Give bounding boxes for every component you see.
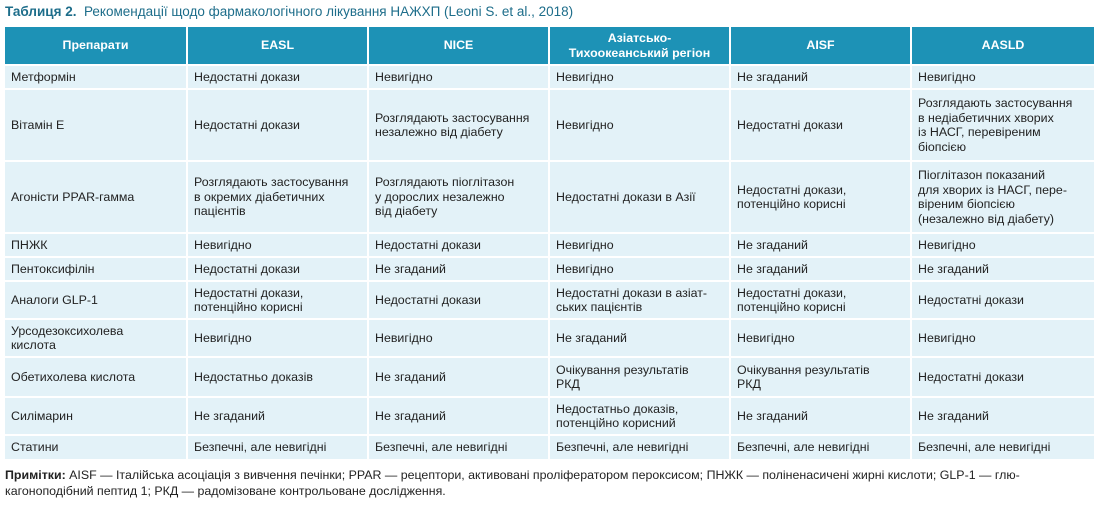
- table-cell: Очікування результатів РКД: [730, 357, 911, 397]
- drug-name-cell: ПНЖК: [5, 233, 187, 257]
- table-cell: Розглядають застосування в окремих діабетичних пацієнтів: [187, 161, 368, 233]
- column-header: EASL: [187, 27, 368, 65]
- table-cell: Невигідно: [187, 319, 368, 357]
- table-body: [5, 65, 1094, 459]
- table-row: [5, 233, 1094, 257]
- table-cell: Не згаданий: [730, 233, 911, 257]
- table-cell: Безпечні, але невигідні: [187, 435, 368, 459]
- table-cell: Невигідно: [549, 65, 730, 89]
- table-cell: Недостатні докази: [911, 281, 1094, 319]
- notes-label: Примітки:: [5, 468, 66, 482]
- table-cell: Недостатньо доказів: [187, 357, 368, 397]
- table-cell: Недостатні докази: [187, 89, 368, 161]
- table-cell: Недостатні докази, потенційно корисні: [730, 161, 911, 233]
- table-cell: Невигідно: [549, 233, 730, 257]
- table-cell: Недостатні докази: [368, 233, 549, 257]
- table-cell: Недостатні докази в Азії: [549, 161, 730, 233]
- table-cell: Безпечні, але невигідні: [730, 435, 911, 459]
- table-cell: Безпечні, але невигідні: [549, 435, 730, 459]
- table-cell: Розглядають застосування незалежно від діабету: [368, 89, 549, 161]
- table-cell: Безпечні, але невигідні: [368, 435, 549, 459]
- table-cell: Очікування результатів РКД: [549, 357, 730, 397]
- table-cell: Не згаданий: [549, 319, 730, 357]
- table-cell: Невигідно: [187, 233, 368, 257]
- column-header: Азіатсько- Тихоокеанський регіон: [549, 27, 730, 65]
- table-cell: Недостатньо доказів, потенційно корисний: [549, 397, 730, 435]
- column-header: Препарати: [5, 27, 187, 65]
- header-row: [5, 27, 1094, 65]
- table-cell: Невигідно: [368, 319, 549, 357]
- table-cell: Не згаданий: [187, 397, 368, 435]
- table-cell: Не згаданий: [730, 65, 911, 89]
- table-cell: Не згаданий: [911, 397, 1094, 435]
- drug-name-cell: Обетихолева кислота: [5, 357, 187, 397]
- drug-name-cell: Аналоги GLP-1: [5, 281, 187, 319]
- table-cell: Розглядають піоглітазон у дорослих незалежно від діабету: [368, 161, 549, 233]
- table-row: [5, 257, 1094, 281]
- table-header: [5, 27, 1094, 65]
- drug-name-cell: Статини: [5, 435, 187, 459]
- table-cell: Не згаданий: [730, 397, 911, 435]
- table-cell: Недостатні докази: [911, 357, 1094, 397]
- table-cell: Невигідно: [911, 65, 1094, 89]
- table-row: [5, 161, 1094, 233]
- table-cell: Не згаданий: [911, 257, 1094, 281]
- table-cell: Недостатні докази: [368, 281, 549, 319]
- table-row: [5, 357, 1094, 397]
- recommendations-table: [5, 27, 1094, 459]
- table-notes: [5, 468, 1095, 499]
- column-header: NICE: [368, 27, 549, 65]
- table-cell: Недостатні докази: [187, 257, 368, 281]
- table-cell: Недостатні докази: [730, 89, 911, 161]
- table-cell: Не згаданий: [368, 397, 549, 435]
- table-cell: Розглядають застосування в недіабетичних хворих із НАСГ, перевіреним біопсією: [911, 89, 1094, 161]
- table-cell: Невигідно: [911, 319, 1094, 357]
- table-cell: Невигідно: [549, 257, 730, 281]
- table-row: [5, 319, 1094, 357]
- table-cell: Недостатні докази: [187, 65, 368, 89]
- table-cell: Не згаданий: [368, 257, 549, 281]
- column-header: AASLD: [911, 27, 1094, 65]
- caption-label: Таблиця 2.: [5, 4, 77, 19]
- table-cell: Не згаданий: [730, 257, 911, 281]
- table-cell: Безпечні, але невигідні: [911, 435, 1094, 459]
- drug-name-cell: Метформін: [5, 65, 187, 89]
- table-cell: Невигідно: [368, 65, 549, 89]
- table-row: [5, 397, 1094, 435]
- table-cell: Не згаданий: [368, 357, 549, 397]
- drug-name-cell: Пентоксифілін: [5, 257, 187, 281]
- table-cell: Невигідно: [911, 233, 1094, 257]
- table-cell: Недостатні докази в азіат- ських пацієнтів: [549, 281, 730, 319]
- drug-name-cell: Вітамін Е: [5, 89, 187, 161]
- table-cell: Невигідно: [730, 319, 911, 357]
- column-header: AISF: [730, 27, 911, 65]
- table-cell: Недостатні докази, потенційно корисні: [730, 281, 911, 319]
- table-cell: Недостатні докази, потенційно корисні: [187, 281, 368, 319]
- table-row: [5, 65, 1094, 89]
- table-row: [5, 281, 1094, 319]
- caption-title: Рекомендації щодо фармакологічного лікування НАЖХП (Leoni S. et al., 2018): [84, 4, 574, 19]
- notes-text: AISF — Італійська асоціація з вивчення печінки; PPAR — рецептори, активовані проліфератором пероксисом; ПНЖК — поліненасичені жирні кислоти; GLP-1 — глю- кагоноподібний пептид 1; РКД — радомізоване контрольоване дослідження.: [5, 468, 1020, 498]
- drug-name-cell: Силімарин: [5, 397, 187, 435]
- table-cell: Піоглітазон показаний для хворих із НАСГ, пере- віреним біопсією (незалежно від діабету): [911, 161, 1094, 233]
- table-row: [5, 435, 1094, 459]
- drug-name-cell: Урсодезоксихолева кислота: [5, 319, 187, 357]
- table-row: [5, 89, 1094, 161]
- table-cell: Невигідно: [549, 89, 730, 161]
- drug-name-cell: Агоністи PPAR-гамма: [5, 161, 187, 233]
- table-caption: [5, 4, 573, 19]
